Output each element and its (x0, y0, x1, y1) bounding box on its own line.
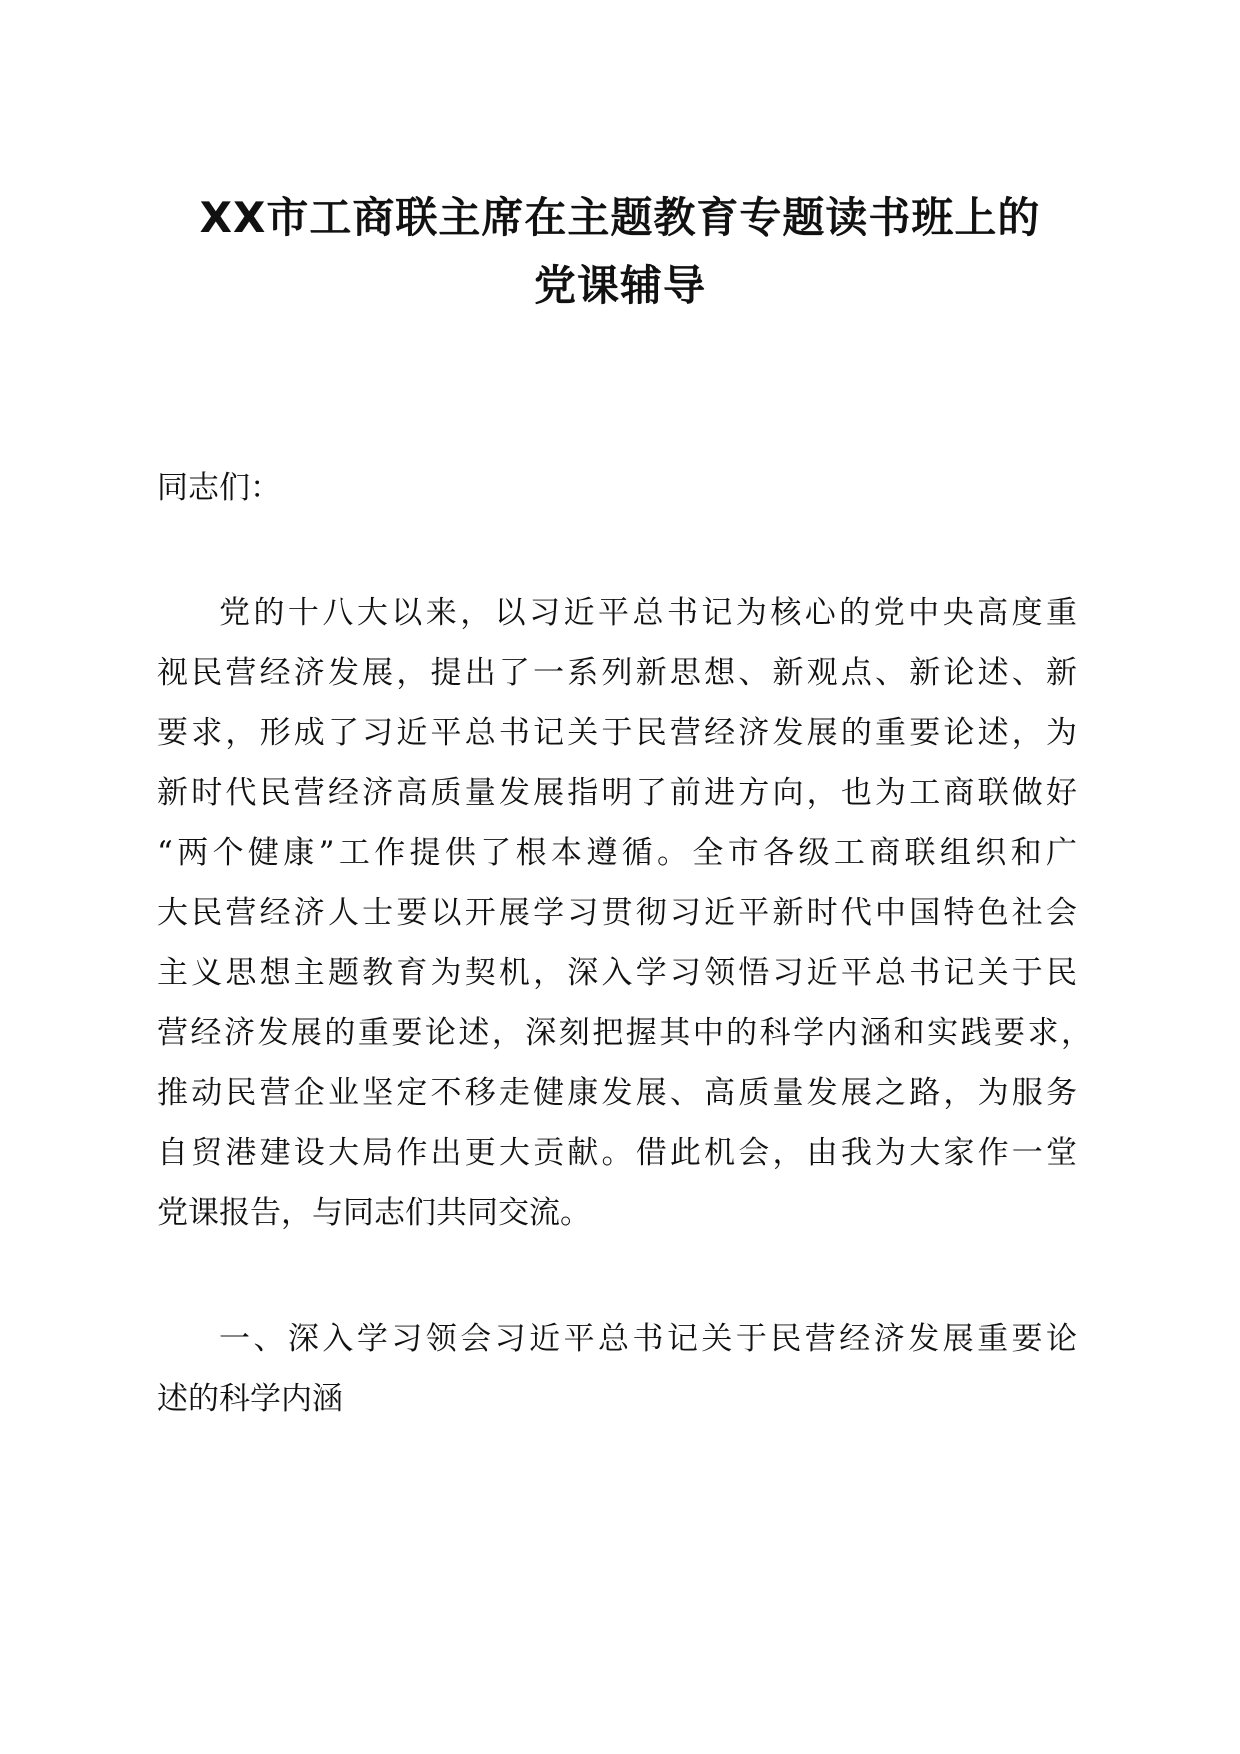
intro-line: 党的十八大以来，以习近平总书记为核心的党中央高度重 (219, 595, 1077, 631)
intro-line: 要求，形成了习近平总书记关于民营经济发展的重要论述，为 (157, 715, 1077, 751)
intro-line: 视民营经济发展，提出了一系列新思想、新观点、新论述、新 (157, 655, 1077, 691)
intro-line: “两个健康”工作提供了根本遵循。全市各级工商联组织和广 (157, 835, 1077, 871)
intro-line: 推动民营企业坚定不移走健康发展、高质量发展之路，为服务 (157, 1075, 1077, 1111)
intro-line: 大民营经济人士要以开展学习贯彻习近平新时代中国特色社会 (157, 895, 1077, 931)
intro-line: 自贸港建设大局作出更大贡献。借此机会，由我为大家作一堂 (157, 1135, 1077, 1171)
section-heading-line: 述的科学内涵 (157, 1381, 343, 1417)
document-title-line-1: XX市工商联主席在主题教育专题读书班上的 (199, 193, 1041, 242)
salutation: 同志们： (157, 470, 281, 506)
intro-line: 新时代民营经济高质量发展指明了前进方向，也为工商联做好 (157, 775, 1077, 811)
intro-line: 营经济发展的重要论述，深刻把握其中的科学内涵和实践要求， (157, 1015, 1092, 1051)
section-heading-line: 一、深入学习领会习近平总书记关于民营经济发展重要论 (219, 1321, 1077, 1357)
document-title-line-2: 党课辅导 (533, 261, 706, 310)
intro-line: 主义思想主题教育为契机，深入学习领悟习近平总书记关于民 (157, 955, 1077, 991)
intro-line: 党课报告，与同志们共同交流。 (157, 1195, 591, 1231)
